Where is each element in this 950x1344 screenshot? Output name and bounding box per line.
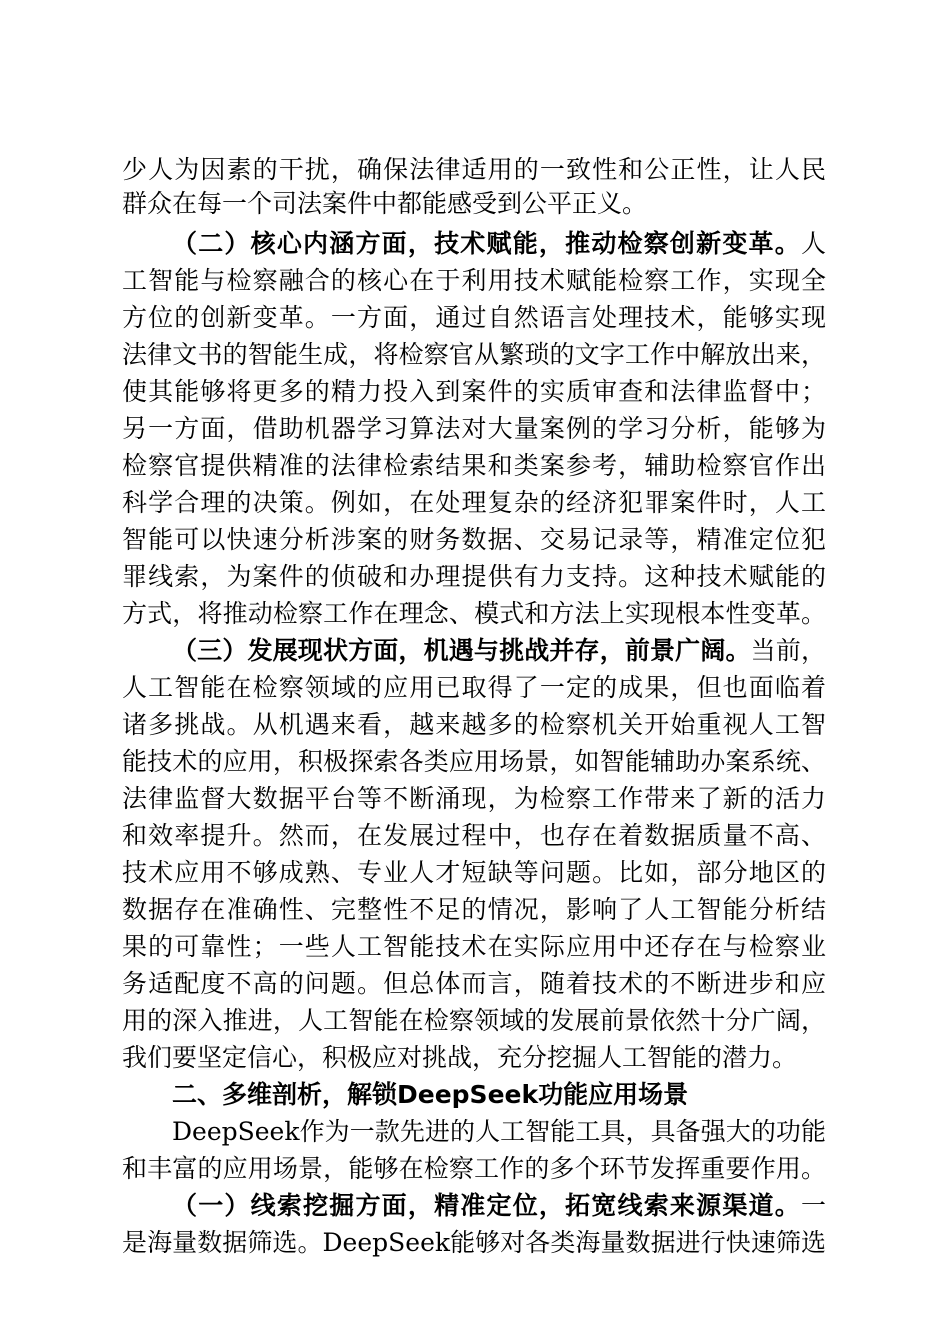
paragraph-line: 数据存在准确性、完整性不足的情况，影响了人工智能分析结 xyxy=(122,895,826,924)
paragraph-line: 诸多挑战。从机遇来看，越来越多的检察机关开始重视人工智 xyxy=(122,710,826,739)
paragraph-line: 科学合理的决策。例如，在处理复杂的经济犯罪案件时，人工 xyxy=(122,488,826,517)
paragraph-line: 用的深入推进，人工智能在检察领域的发展前景依然十分广阔， xyxy=(122,1006,826,1035)
paragraph-line: 罪线索，为案件的侦破和办理提供有力支持。这种技术赋能的 xyxy=(122,562,826,591)
section-paragraph-line: （二）核心内涵方面，技术赋能，推动检察创新变革。人 xyxy=(172,229,826,258)
section-heading: 二、多维剖析，解锁DeepSeek功能应用场景 xyxy=(172,1080,689,1109)
paragraph-line: 群众在每一个司法案件中都能感受到公平正义。 xyxy=(122,189,648,218)
paragraph-line: 智能可以快速分析涉案的财务数据、交易记录等，精准定位犯 xyxy=(122,525,826,554)
paragraph-line: 技术应用不够成熟、专业人才短缺等问题。比如，部分地区的 xyxy=(122,858,826,887)
paragraph-line: 法律监督大数据平台等不断涌现，为检察工作带来了新的活力 xyxy=(122,784,826,813)
paragraph-line: 使其能够将更多的精力投入到案件的实质审查和法律监督中； xyxy=(122,377,826,406)
paragraph-line: 是海量数据筛选。DeepSeek能够对各类海量数据进行快速筛选 xyxy=(122,1228,826,1257)
section-subheading: （一）线索挖掘方面，精准定位，拓宽线索来源渠道。 xyxy=(172,1191,801,1220)
paragraph-line: 少人为因素的干扰，确保法律适用的一致性和公正性，让人民 xyxy=(122,155,826,184)
paragraph-line: 和效率提升。然而，在发展过程中，也存在着数据质量不高、 xyxy=(122,821,826,850)
paragraph-line: 方位的创新变革。一方面，通过自然语言处理技术，能够实现 xyxy=(122,303,826,332)
paragraph-line: 果的可靠性；一些人工智能技术在实际应用中还存在与检察业 xyxy=(122,932,826,961)
paragraph-line: 务适配度不高的问题。但总体而言，随着技术的不断进步和应 xyxy=(122,969,826,998)
section-subheading: （二）核心内涵方面，技术赋能，推动检察创新变革。 xyxy=(172,229,801,258)
paragraph-line: 人工智能在检察领域的应用已取得了一定的成果，但也面临着 xyxy=(122,673,826,702)
paragraph-line: 方式，将推动检察工作在理念、模式和方法上实现根本性变革。 xyxy=(122,599,826,628)
section-paragraph-line: （三）发展现状方面，机遇与挑战并存，前景广阔。当前， xyxy=(172,636,826,665)
paragraph-line: 法律文书的智能生成，将检察官从繁琐的文字工作中解放出来， xyxy=(122,340,826,369)
section-subheading: （三）发展现状方面，机遇与挑战并存，前景广阔。 xyxy=(172,636,751,665)
paragraph-line: 检察官提供精准的法律检索结果和类案参考，辅助检察官作出 xyxy=(122,451,826,480)
paragraph-line: 另一方面，借助机器学习算法对大量案例的学习分析，能够为 xyxy=(122,414,826,443)
section-paragraph-line: （一）线索挖掘方面，精准定位，拓宽线索来源渠道。一 xyxy=(172,1191,826,1220)
paragraph-line: DeepSeek作为一款先进的人工智能工具，具备强大的功能 xyxy=(172,1117,826,1146)
paragraph-line: 工智能与检察融合的核心在于利用技术赋能检察工作，实现全 xyxy=(122,266,826,295)
paragraph-line: 能技术的应用，积极探索各类应用场景，如智能辅助办案系统、 xyxy=(122,747,826,776)
paragraph-line: 我们要坚定信心，积极应对挑战，充分挖掘人工智能的潜力。 xyxy=(122,1043,798,1072)
paragraph-line: 和丰富的应用场景，能够在检察工作的多个环节发挥重要作用。 xyxy=(122,1154,826,1183)
